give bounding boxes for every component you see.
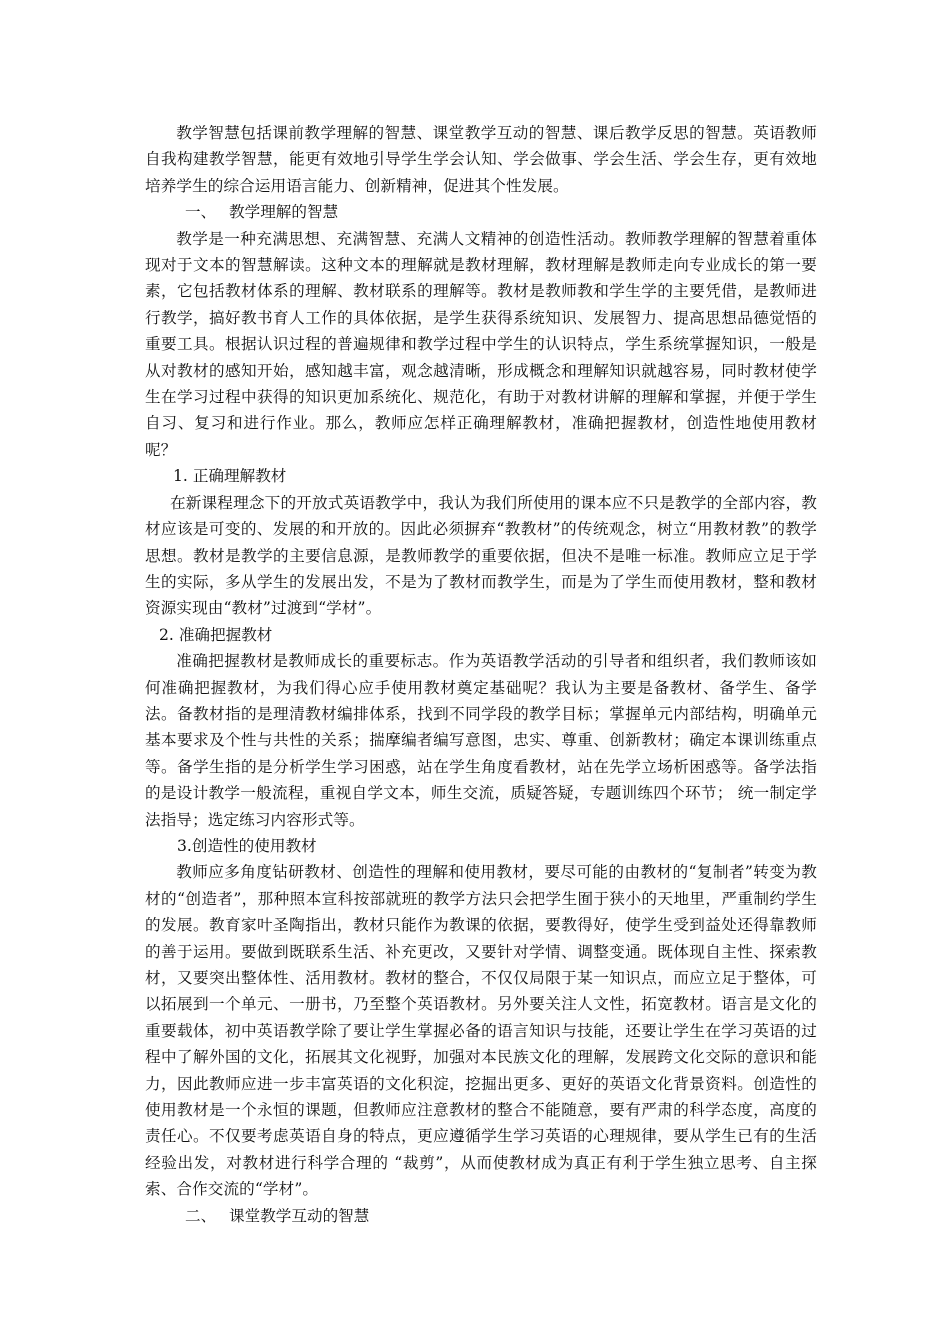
subsection-3-heading: 3.创造性的使用教材: [177, 836, 317, 855]
subsection-2-paragraph: 准确把握教材是教师成长的重要标志。作为英语教学活动的引导者和组织者，我们教师该如何准确把握教材，为我们得心应手使用教材奠定基础呢？我认为主要是备教材、备学生、备学法。备教材指的是理清教材编排体系，找到不同学段的教学目标；掌握单元内部结构，明确单元基本要求及个性与共性的关系；揣摩编者编写意图，忠实、尊重、创新教材；确定本课训练重点等。备学生指的是分析学生学习困惑，站在学生角度看教材，站在先学立场析困惑等。备学法指的是设计教学一般流程，重视自学文本，师生交流，质疑答疑，专题训练四个环节； 统一制定学法指导；选定练习内容形式等。: [145, 652, 817, 829]
section-1-paragraph: 教学是一种充满思想、充满智慧、充满人文精神的创造性活动。教师教学理解的智慧着重体现对于文本的智慧解读。这种文本的理解就是教材理解，教材理解是教师走向专业成长的第一要素，它包括教材体系的理解、教材联系的理解等。教材是教师教和学生学的主要凭借，是教师进行教学，搞好教书育人工作的具体依据，是学生获得系统知识、发展智力、提高思想品德觉悟的重要工具。根据认识过程的普遍规律和教学过程中学生的认识特点，学生系统掌握知识，一般是从对教材的感知开始，感知越丰富，观念越清晰，形成概念和理解知识就越容易，同时教材使学生在学习过程中获得的知识更加系统化、规范化，有助于对教材讲解的理解和掌握，并便于学生自习、复习和进行作业。那么，教师应怎样正确理解教材，准确把握教材，创造性地使用教材呢？: [145, 229, 817, 459]
subsection-1-paragraph: 在新课程理念下的开放式英语教学中，我认为我们所使用的课本应不只是教学的全部内容，教材应该是可变的、发展的和开放的。因此必须摒弃“教教材”的传统观念，树立“用教材教”的教学思想。教材是教学的主要信息源，是教师教学的重要依据，但决不是唯一标准。教师应立足于学生的实际，多从学生的发展出发，不是为了教材而教学生，而是为了学生而使用教材，整和教材资源实现由“教材”过渡到“学材”。: [145, 493, 817, 618]
subsection-2-heading: 2. 准确把握教材: [159, 625, 273, 644]
document-page: [145, 120, 817, 1229]
section-2-title: 课堂教学互动的智慧: [229, 1206, 370, 1225]
section-1-heading: [145, 199, 817, 225]
section-2-heading: [145, 1203, 817, 1229]
subsection-1-heading: 1. 正确理解教材: [173, 467, 287, 486]
subsection-3-paragraph: 教师应多角度钻研教材、创造性的理解和使用教材，要尽可能的由教材的“复制者”转变为教材的“创造者”，那种照本宣科按部就班的教学方法只会把学生囿于狭小的天地里，严重制约学生的发展。教育家叶圣陶指出，教材只能作为教课的依据，要教得好，使学生受到益处还得靠教师的善于运用。要做到既联系生活、补充更改，又要针对学情、调整变通。既体现自主性、探索教材，又要突出整体性、活用教材。教材的整合，不仅仅局限于某一知识点，而应立足于整体，可以拓展到一个单元、一册书，乃至整个英语教材。另外要关注人文性，拓宽教材。语言是文化的重要载体，初中英语教学除了要让学生掌握必备的语言知识与技能，还要让学生在学习英语的过程中了解外国的文化，拓展其文化视野，加强对本民族文化的理解，发展跨文化交际的意识和能力，因此教师应进一步丰富英语的文化积淀，挖掘出更多、更好的英语文化背景资料。创造性的使用教材是一个永恒的课题，但教师应注意教材的整合不能随意，要有严肃的科学态度，高度的责任心。不仅要考虑英语自身的特点，更应遵循学生学习英语的心理规律，要从学生已有的生活经验出发，对教材进行科学合理的 “裁剪”，从而使教材成为真正有利于学生独立思考、自主探索、合作交流的“学材”。: [145, 863, 817, 1199]
section-1-number: 一、: [185, 203, 217, 222]
section-1-title: 教学理解的智慧: [229, 203, 339, 222]
section-2-number: 二、: [185, 1206, 217, 1225]
intro-paragraph: 教学智慧包括课前教学理解的智慧、课堂教学互动的智慧、课后教学反思的智慧。英语教师自我构建教学智慧，能更有效地引导学生学会认知、学会做事、学会生活、学会生存，更有效地培养学生的综合运用语言能力、创新精神，促进其个性发展。: [145, 124, 817, 195]
